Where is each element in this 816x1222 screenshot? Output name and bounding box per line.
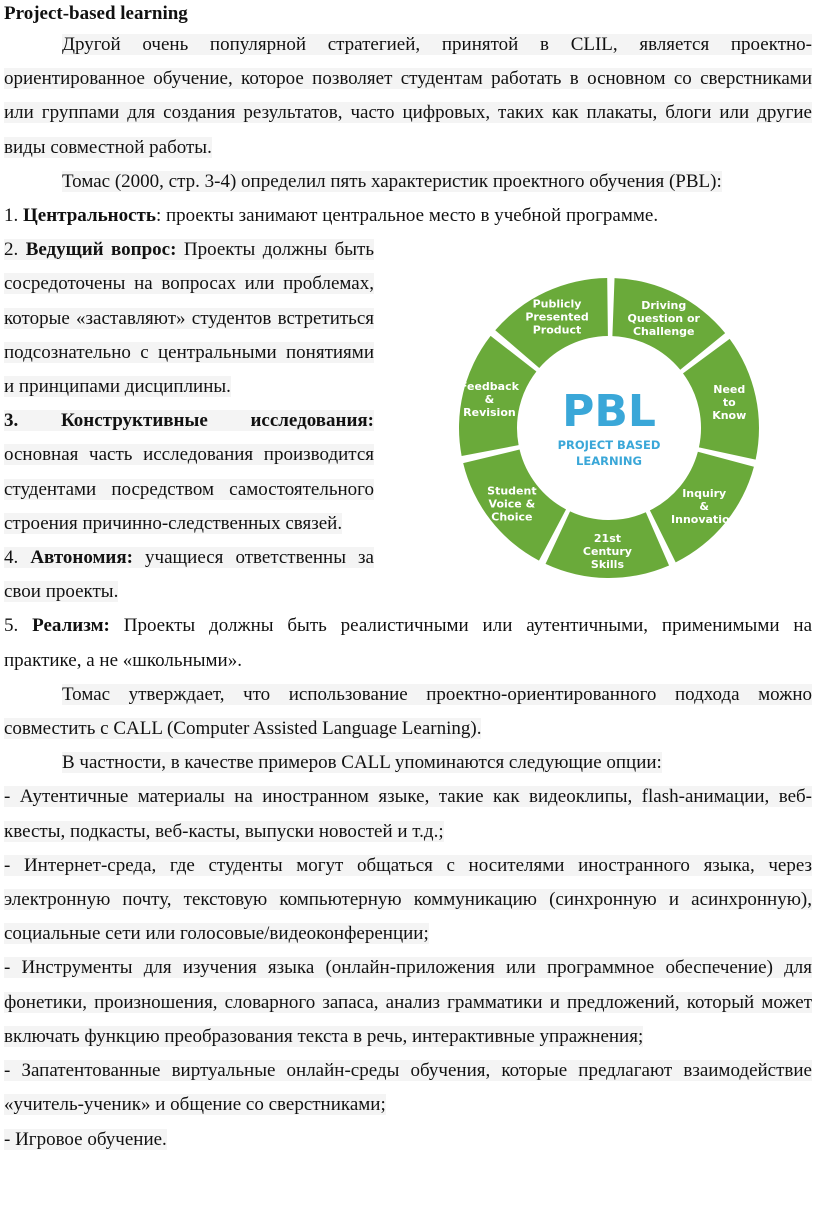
bullet-item-5	[4, 1123, 812, 1157]
pbl-wheel-svg	[405, 268, 815, 588]
list-item-2	[4, 233, 374, 404]
bullet-item-2	[4, 849, 812, 952]
bullet-item-4	[4, 1054, 812, 1122]
list-item-number: 5.	[4, 615, 33, 637]
list-item-term: Ведущий вопрос:	[25, 239, 177, 261]
document-title: Project-based learning	[4, 3, 188, 24]
pbl-wheel-center-title: PBL	[562, 386, 656, 437]
list-item-number: 2.	[4, 239, 26, 261]
pbl-wheel-segment-label: Driving Question or Challenge	[627, 298, 700, 338]
paragraph-call-examples-text: В частности, в качестве примеров CALL упоминаются следующие опции:	[62, 752, 662, 774]
list-item-2-highlight	[4, 239, 374, 397]
paragraph-thomas-definition-text: Томас (2000, стр. 3-4) определил пять характеристик проектного обучения (PBL):	[62, 170, 722, 192]
list-item-5	[4, 609, 812, 677]
list-item-3-highlight	[4, 410, 374, 534]
bullet-item-text: - Игровое обучение.	[4, 1128, 167, 1150]
list-item-text: : проекты занимают центральное место в учебной программе.	[155, 205, 659, 227]
bullet-item-3	[4, 951, 812, 1054]
paragraph-intro-text: Другой очень популярной стратегией, принятой в CLIL, является проектно-ориентированное обучение, которое позволяет студентам работать в основном со сверстниками или группами для создания результатов, часто цифровых, таких как плакаты, блоги или другие виды совместной работы.	[4, 34, 812, 158]
list-item-4-highlight	[4, 547, 374, 602]
list-item-term: Реализм:	[32, 615, 110, 637]
list-item-number: 1.	[4, 205, 23, 227]
pbl-wheel-figure	[405, 268, 815, 588]
list-item-number: 4.	[4, 547, 31, 569]
bullet-item-text: - Инструменты для изучения языка (онлайн-приложения или программное обеспечение) для фонетики, произношения, словарного запаса, анализ грамматики и предложений, который может включать функцию преобразования текста в речь, интерактивные упражнения;	[4, 957, 812, 1047]
paragraph-intro	[4, 28, 812, 165]
bullet-item-1	[4, 780, 812, 848]
wrapped-list-column	[4, 233, 374, 609]
list-item-4	[4, 541, 374, 609]
pbl-wheel-segment-label: Inquiry & Innovation	[671, 486, 738, 526]
list-item-1	[4, 199, 812, 233]
pbl-wheel-segment-label: Publicly Presented Product	[525, 297, 589, 337]
list-item-text: основная часть исследования производится студентами посредством самостоятельного строения причинно-следственных связей.	[4, 444, 374, 534]
paragraph-call	[4, 678, 812, 746]
pbl-wheel-segment-label: Student Voice & Choice	[487, 484, 537, 524]
pbl-wheel-center-line2: LEARNING	[576, 454, 642, 468]
list-item-term: Конструктивные исследования:	[60, 410, 374, 432]
bullet-item-text: - Запатентованные виртуальные онлайн-среды обучения, которые предлагают взаимодействие «учитель-ученик» и общение со сверстниками;	[4, 1060, 812, 1116]
pbl-wheel-segment-label: Need to Know	[712, 383, 747, 423]
paragraph-thomas-definition	[4, 165, 812, 199]
list-item-text: Проекты должны быть реалистичными или аутентичными, применимыми на практике, а не «школьными».	[4, 615, 812, 671]
list-item-3	[4, 404, 374, 541]
bullet-item-text: - Аутентичные материалы на иностранном языке, такие как видеоклипы, flash-анимации, веб-квесты, подкасты, веб-касты, выпуски новостей и т.д.;	[4, 786, 812, 842]
pbl-wheel-segment-label: 21st Century Skills	[582, 531, 632, 571]
paragraph-call-examples	[4, 746, 812, 780]
list-item-term: Центральность	[23, 205, 156, 227]
pbl-wheel-center-line1: PROJECT BASED	[557, 438, 661, 452]
pbl-wheel-segment-label: Feedback & Revision	[459, 380, 519, 420]
bullet-item-text: - Интернет-среда, где студенты могут общаться с носителями иностранного языка, через электронную почту, текстовую компьютерную коммуникацию (синхронную и асинхронную), социальные сети или голосовые/видеоконференции;	[4, 854, 812, 945]
list-item-text: Проекты должны быть сосредоточены на вопросах или проблемах, которые «заставляют» студентов встретиться подсознательно с центральными понятиями и принципами дисциплины.	[4, 239, 375, 398]
list-item-number: 3.	[4, 410, 61, 432]
paragraph-call-text: Томас утверждает, что использование проектно-ориентированного подхода можно совместить с CALL (Computer Assisted Language Learning).	[4, 683, 812, 740]
list-item-text: учащиеся ответственны за свои проекты.	[4, 547, 374, 603]
list-item-term: Автономия:	[30, 547, 133, 569]
